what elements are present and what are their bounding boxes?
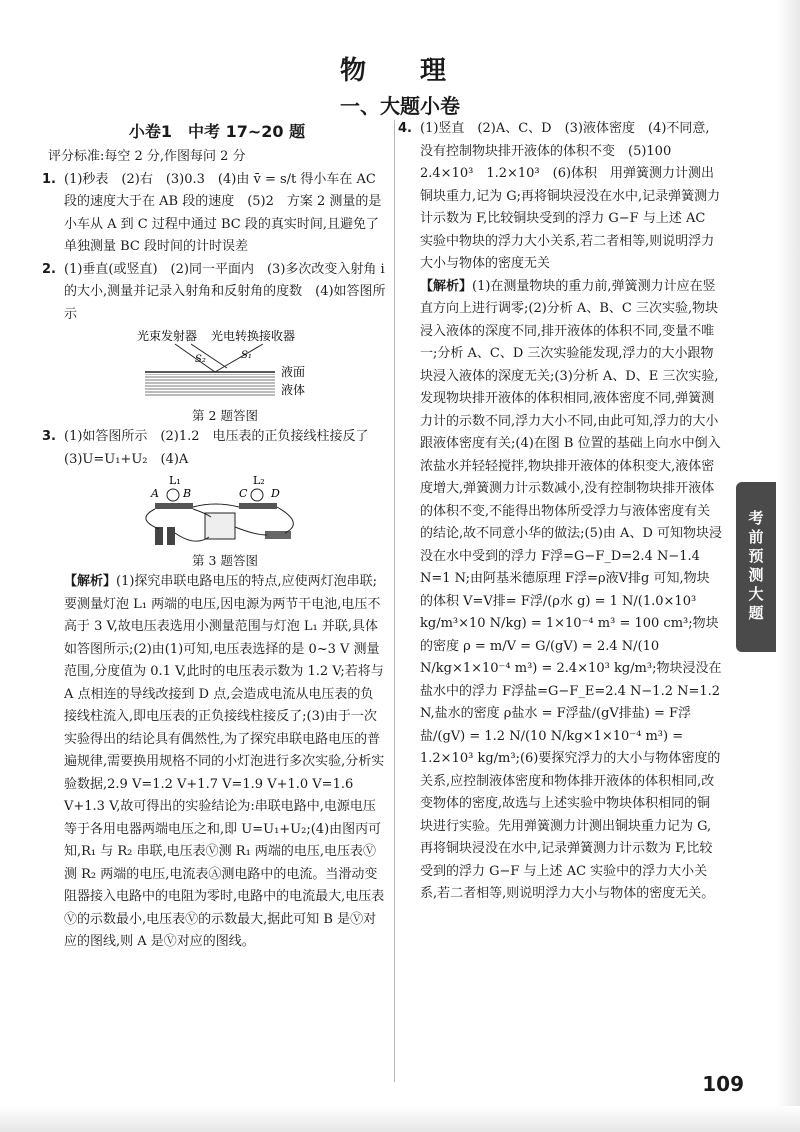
emitter-label: 光束发射器	[137, 329, 198, 343]
question-4	[398, 118, 723, 906]
figure-3	[64, 473, 386, 571]
page-edge-shadow	[776, 0, 800, 1132]
figure-2-caption: 第 2 题答图	[192, 408, 258, 423]
page-title: 物 理	[339, 56, 460, 86]
page-bottom-shadow	[0, 1106, 800, 1132]
answer-text: (1)竖直 (2)A、C、D (3)液体密度 (4)不同意,没有控制物块排开液体的体积不变 (5)100 2.4×10³ 1.2×10³ (6)体积 用弹簧测力计测出铜块重力,记为 G;再将铜块浸没在水中,记录弹簧测力计示数为 F,比较铜块受到的浮力 G−F 与上述 AC 实验中物块的浮力大小关系,若二者相等,则说明浮力大小与物体的密度无关	[420, 121, 721, 271]
answer-text: (1)如答图所示 (2)1.2 电压表的正负接线柱接反了 (3)U=U₁+U₂ (4)A	[64, 429, 382, 467]
question-1	[42, 169, 386, 259]
analysis-tag: 【解析】	[420, 278, 473, 294]
bulb-l2	[251, 489, 263, 501]
question-number: 1.	[42, 171, 56, 187]
l1-label: L₁	[169, 474, 181, 487]
bulb-l1	[167, 489, 179, 501]
battery-1	[155, 527, 163, 545]
quiz-title: 小卷1 中考 17~20 题	[128, 122, 306, 141]
reflection-diagram	[115, 328, 335, 406]
analysis-text: (1)探究串联电路电压的特点,应使两灯泡串联;要测量灯泡 L₁ 两端的电压,因电源为两节干电池,电压不高于 3 V,故电压表选用小测量范围与灯泡 L₁ 并联,具体如答图所示;(2)由(1)可知,电压表选择的是 0~3 V 测量范围,分度值为 0.1 V,此时的电压表示数为 1.2 V;若将与 A 点相连的导线改接到 D 点,会造成电流从电压表的负接线柱流入,即电压表的正负接线柱接反了;(3)由于一次实验得出的结论具有偶然性,为了探究串联电路电压的普遍规律,需要换用规格不同的小灯泡进行多次实验,分析实验数据,2.9 V=1.2 V+1.7 V=1.9 V+1.0 V=1.6 V+1.3 V,故可得出的实验结论为:串联电路中,电源电压等于各用电器两端电压之和,即 U=U₁+U₂;(4)由图丙可知,R₁ 与 R₂ 串联,电压表Ⓥ测 R₁ 两端的电压,电压表Ⓥ测 R₂ 两端的电压,电流表Ⓐ测电路中的电流。当滑动变阻器接入电路中的电阻为零时,电路中的电流最大,电压表Ⓥ的示数最小,电压表Ⓥ的示数最大,据此可知 B 是Ⓥ对应的图线,则 A 是Ⓥ对应的图线。	[64, 574, 385, 949]
section-title: 一、大题小卷	[340, 94, 460, 118]
right-column	[398, 118, 723, 906]
bulb-base-1	[155, 503, 193, 509]
s2-label: S₂	[195, 354, 206, 365]
analysis-tag: 【解析】	[64, 574, 117, 589]
question-3	[42, 426, 386, 954]
battery-2	[167, 527, 175, 545]
a-label: A	[151, 487, 159, 500]
surface-label: 液面	[281, 365, 306, 379]
question-2	[42, 259, 386, 427]
liquid-label: 液体	[281, 383, 306, 397]
l2-label: L₂	[253, 474, 265, 487]
analysis-3	[64, 571, 386, 954]
liquid-body	[145, 374, 275, 396]
scoring-criteria: 评分标准:每空 2 分,作图每问 2 分	[48, 149, 246, 164]
b-label: B	[183, 487, 192, 500]
question-number: 2.	[42, 261, 56, 277]
figure-3-caption: 第 3 题答图	[192, 553, 258, 568]
analysis-text: (1)在测量物块的重力前,弹簧测力计应在竖直方向上进行调零;(2)分析 A、B、C 三次实验,物块浸入液体的深度不同,排开液体的体积不同,变量不唯一;分析 A、C、D 三次实验能发现,浮力的大小跟物块浸入液体的深度无关;(3)分析 A、D、E 三次实验,发现物块排开液体的体积相同,液体密度不同,弹簧测力计的示数不同,浮力大小不同,由此可知,浮力的大小跟液体密度有关;(4)在图 B 位置的基础上向水中倒入浓盐水并轻轻搅拌,物块排开液体的体积变大,液体密度增大,弹簧测力计示数减小,没有控制物块排开液体的体积不变,不能得出物体所受浮力与液体密度有关的结论,故不同意小华的做法;(5)由 A、D 可知物块浸没在水中受到的浮力 F浮=G−F_D=2.4 N−1.4 N=1 N;由阿基米德原理 F浮=ρ液V排g 可知,物块的体积 V=V排= F浮/(ρ水 g) = 1 N/(1.0×10³ kg/m³×10 N/kg) = 1×10⁻⁴ m³ = 100 cm³;物块的密度 ρ = m/V = G/(gV) = 2.4 N/(10 N/kg×1×10⁻⁴ m³) = 2.4×10³ kg/m³;物块浸没在盐水中的浮力 F浮盐=G−F_E=2.4 N−1.2 N=1.2 N,盐水的密度 ρ盐水 = F浮盐/(gV排盐) = F浮盐/(gV) = 1.2 N/(10 N/kg×1×10⁻⁴ m³) = 1.2×10³ kg/m³;(6)要探究浮力的大小与物体密度的关系,应控制液体密度和物体排开液体的体积相同,改变物体的密度,故选与上述实验中物块体积相同的铜块进行实验。先用弹簧测力计测出铜块重力记为 G,再将铜块浸没在水中,记录弹簧测力计示数为 F,比较受到的浮力 G−F 与上述 AC 实验中的浮力大小关系,若二者相等,则说明浮力大小与物体的密度无关。	[420, 278, 723, 901]
analysis-4	[420, 276, 722, 906]
receiver-label: 光电转换接收器	[211, 329, 296, 343]
s1-label: S₁	[241, 350, 252, 361]
page-number: 109	[702, 1072, 744, 1096]
voltmeter	[205, 513, 235, 539]
answer-text: (1)秒表 (2)右 (3)0.3 (4)由 v̄ = s/t 得小车在 AC 段的速度大于在 AB 段的速度 (5)2 方案 2 测量的是小车从 A 到 C 过程中通过 BC 段的真实时间,且避免了单独测量 BC 段时间的计时误差	[64, 171, 382, 254]
figure-2	[64, 328, 386, 426]
bulb-base-2	[239, 503, 277, 509]
reflected-ray	[215, 344, 263, 372]
column-divider	[394, 120, 395, 1082]
c-label: C	[239, 487, 248, 500]
question-number: 4.	[398, 121, 412, 136]
side-tab: 考前预测大题	[736, 482, 776, 652]
d-label: D	[271, 487, 280, 500]
circuit-diagram	[125, 473, 325, 551]
answer-text: (1)垂直(或竖直) (2)同一平面内 (3)多次改变入射角 i 的大小,测量并记录入射角和反射角的度数 (4)如答图所示	[64, 261, 386, 322]
question-number: 3.	[42, 429, 56, 444]
left-column	[42, 118, 386, 954]
